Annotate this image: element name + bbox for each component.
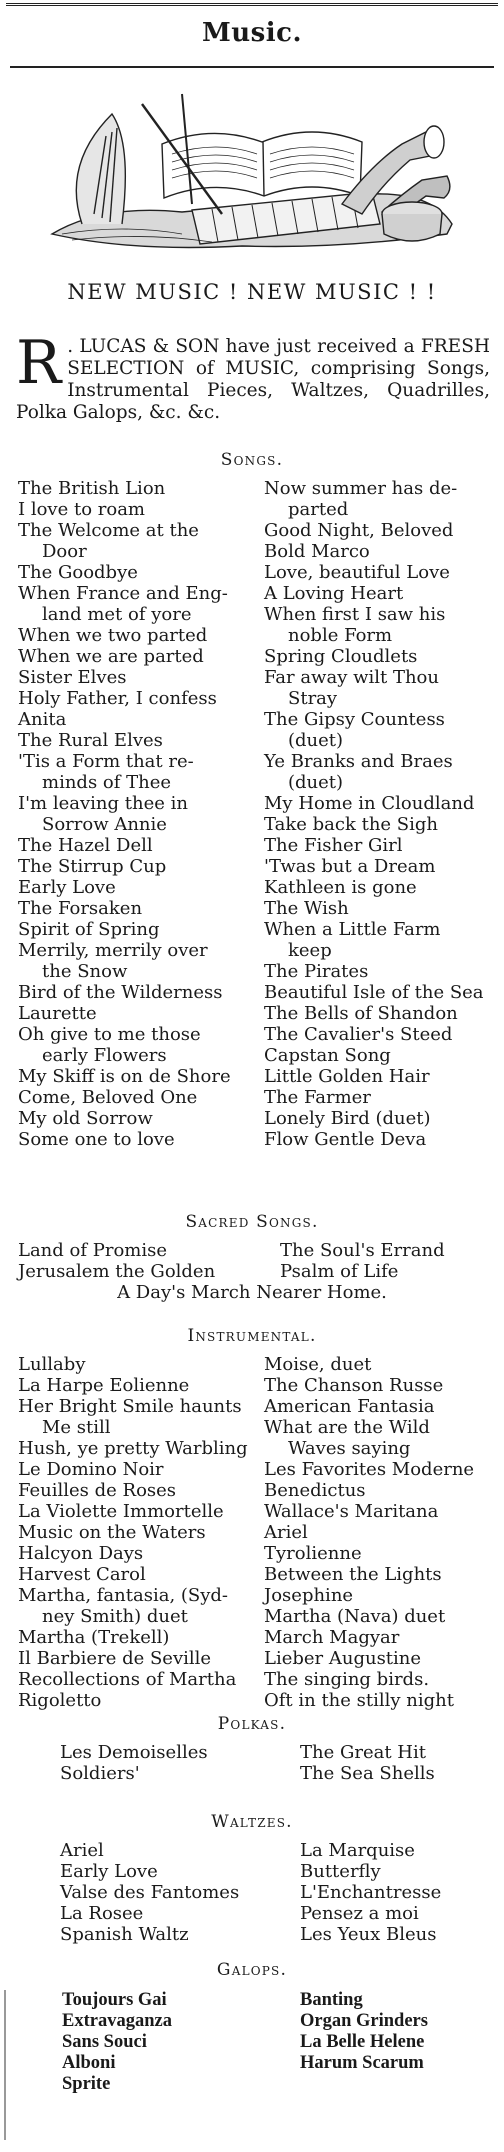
list-row xyxy=(60,1840,480,1861)
list-item: Bird of the Wilderness xyxy=(18,982,223,1003)
list-item: The Chanson Russe xyxy=(264,1375,444,1396)
list-item-continuation: minds of Thee xyxy=(42,772,172,793)
list-item: Tyrolienne xyxy=(264,1543,362,1564)
list-item-continuation: ney Smith) duet xyxy=(42,1606,188,1627)
list-item: L'Enchantresse xyxy=(300,1882,442,1903)
list-item: Ariel xyxy=(60,1840,104,1861)
list-item: The Rural Elves xyxy=(18,730,163,751)
list-item: I love to roam xyxy=(18,499,146,520)
list-item: Spring Cloudlets xyxy=(264,646,418,667)
list-item: Anita xyxy=(18,709,67,730)
list-item: Les Demoiselles xyxy=(60,1742,208,1763)
list-item-continuation: Sorrow Annie xyxy=(42,814,167,835)
list-item: The Welcome at the xyxy=(18,520,199,541)
list-item: The Forsaken xyxy=(18,898,143,919)
list-item-continuation: Stray xyxy=(288,688,338,709)
list-item: Now summer has de- xyxy=(264,478,458,499)
list-item: March Magyar xyxy=(264,1627,400,1648)
list-item: Lonely Bird (duet) xyxy=(264,1108,431,1129)
section-heading: Music. xyxy=(201,18,303,48)
list-item: Sister Elves xyxy=(18,667,127,688)
list-item: Harvest Carol xyxy=(18,1564,146,1585)
polkas-list xyxy=(60,1742,480,1784)
list-item: La Marquise xyxy=(300,1840,415,1861)
intro-text: . LUCAS & SON have just received a FRESH SELECTION of MUSIC, comprising Songs, Instrumental Pieces, Waltzes, Quadrilles, Polka Galops, &c. &c. xyxy=(16,336,490,423)
list-item: Some one to love xyxy=(18,1129,175,1150)
drop-cap: R xyxy=(16,328,62,398)
list-row xyxy=(18,1261,496,1282)
list-item: Merrily, merrily over xyxy=(18,940,208,961)
list-item: The Wish xyxy=(264,898,349,919)
list-item: Organ Grinders xyxy=(300,2011,428,2031)
list-item: Moise, duet xyxy=(264,1354,372,1375)
list-item: Take back the Sigh xyxy=(264,814,438,835)
list-item: Holy Father, I confess xyxy=(18,688,217,709)
list-item: La Belle Helene xyxy=(300,2032,425,2052)
list-item: Psalm of Life xyxy=(280,1261,399,1282)
list-item: When we two parted xyxy=(18,625,208,646)
sacred-songs-list xyxy=(18,1240,496,1282)
list-row xyxy=(60,1742,480,1763)
list-row xyxy=(62,2011,482,2032)
list-item: Halcyon Days xyxy=(18,1543,144,1564)
list-row xyxy=(62,2074,482,2095)
list-item: The British Lion xyxy=(18,478,166,499)
list-item: Josephine xyxy=(264,1585,354,1606)
list-item: Kathleen is gone xyxy=(264,877,417,898)
list-item: Her Bright Smile haunts xyxy=(18,1396,242,1417)
list-item: Le Domino Noir xyxy=(18,1459,164,1480)
list-item: American Fantasia xyxy=(264,1396,435,1417)
list-item: Il Barbiere de Seville xyxy=(18,1648,212,1669)
list-item-continuation: the Snow xyxy=(42,961,128,982)
list-item-continuation: Waves saying xyxy=(288,1438,411,1459)
list-item: Wallace's Maritana xyxy=(264,1501,439,1522)
list-item: Oft in the stilly night xyxy=(264,1690,454,1711)
list-item: The Pirates xyxy=(264,961,369,982)
list-row xyxy=(60,1882,480,1903)
waltzes-title: Waltzes. xyxy=(211,1812,293,1832)
list-item: Les Favorites Moderne xyxy=(264,1459,475,1480)
list-item: The Stirrup Cup xyxy=(18,856,167,877)
list-item: Soldiers' xyxy=(60,1763,140,1784)
list-item: Les Yeux Bleus xyxy=(300,1924,437,1945)
list-item: Harum Scarum xyxy=(300,2053,424,2073)
list-item: I'm leaving thee in xyxy=(18,793,188,814)
sacred-songs-last: A Day's March Nearer Home. xyxy=(117,1282,387,1303)
list-item: Music on the Waters xyxy=(18,1522,206,1543)
list-item: When first I saw his xyxy=(264,604,446,625)
list-item-continuation: (duet) xyxy=(288,772,344,793)
list-item: 'Tis a Form that re- xyxy=(18,751,194,772)
songs-right-column xyxy=(264,478,496,1150)
list-row xyxy=(62,2032,482,2053)
top-rule xyxy=(6,3,498,9)
list-item-continuation: Door xyxy=(42,541,87,562)
instrumental-right-column xyxy=(264,1354,496,1711)
list-item-continuation: early Flowers xyxy=(42,1045,167,1066)
list-row xyxy=(60,1924,480,1945)
list-item: Toujours Gai xyxy=(62,1990,167,2010)
list-item: What are the Wild xyxy=(264,1417,430,1438)
list-item: Land of Promise xyxy=(18,1240,168,1261)
list-item: Early Love xyxy=(18,877,116,898)
list-item: Feuilles de Roses xyxy=(18,1480,177,1501)
list-item: Spirit of Spring xyxy=(18,919,160,940)
list-item: Sprite xyxy=(62,2074,111,2094)
list-item-continuation: land met of yore xyxy=(42,604,192,625)
list-item: Pensez a moi xyxy=(300,1903,419,1924)
list-item: Lullaby xyxy=(18,1354,86,1375)
list-item: Benedictus xyxy=(264,1480,366,1501)
list-item: My old Sorrow xyxy=(18,1108,153,1129)
songs-title: Songs. xyxy=(220,450,284,470)
heading-rule xyxy=(10,66,494,68)
intro-paragraph xyxy=(16,328,490,424)
list-item: Banting xyxy=(300,1990,363,2010)
list-item: The Hazel Dell xyxy=(18,835,153,856)
list-item: Alboni xyxy=(62,2053,116,2073)
list-item: The Farmer xyxy=(264,1087,371,1108)
list-item: Lieber Augustine xyxy=(264,1648,422,1669)
list-item: Jerusalem the Golden xyxy=(18,1261,216,1282)
list-item: Martha (Nava) duet xyxy=(264,1606,446,1627)
list-item: The singing birds. xyxy=(264,1669,430,1690)
list-row xyxy=(60,1763,480,1784)
list-item: Ariel xyxy=(264,1522,308,1543)
list-item-continuation: Me still xyxy=(42,1417,111,1438)
list-row xyxy=(62,2053,482,2074)
list-item: Come, Beloved One xyxy=(18,1087,198,1108)
list-item: Hush, ye pretty Warbling xyxy=(18,1438,248,1459)
list-item: Capstan Song xyxy=(264,1045,391,1066)
list-item: When France and Eng- xyxy=(18,583,228,604)
list-row xyxy=(62,1990,482,2011)
list-row xyxy=(60,1861,480,1882)
list-item: Valse des Fantomes xyxy=(60,1882,240,1903)
list-item: The Fisher Girl xyxy=(264,835,403,856)
list-item: La Rosee xyxy=(60,1903,144,1924)
list-item: Love, beautiful Love xyxy=(264,562,450,583)
polkas-title: Polkas. xyxy=(217,1714,287,1734)
list-item: The Gipsy Countess xyxy=(264,709,445,730)
list-item: When a Little Farm xyxy=(264,919,441,940)
list-item: Martha, fantasia, (Syd- xyxy=(18,1585,229,1606)
banner-headline: NEW MUSIC ! NEW MUSIC ! ! xyxy=(67,280,437,304)
list-item: My Skiff is on de Shore xyxy=(18,1066,231,1087)
list-item: Extravaganza xyxy=(62,2011,172,2031)
list-item: Oh give to me those xyxy=(18,1024,201,1045)
list-item: Sans Souci xyxy=(62,2032,147,2052)
list-item: Between the Lights xyxy=(264,1564,442,1585)
instrumental-title: Instrumental. xyxy=(187,1326,317,1346)
list-item: When we are parted xyxy=(18,646,204,667)
list-item: Rigoletto xyxy=(18,1690,102,1711)
list-item-continuation: noble Form xyxy=(288,625,393,646)
list-item: Butterfly xyxy=(300,1861,381,1882)
list-item-continuation: (duet) xyxy=(288,730,344,751)
list-item: The Great Hit xyxy=(300,1742,426,1763)
list-row xyxy=(18,1240,496,1261)
list-item: A Loving Heart xyxy=(264,583,404,604)
list-item-continuation: parted xyxy=(288,499,349,520)
list-item: My Home in Cloudland xyxy=(264,793,475,814)
list-item: The Soul's Errand xyxy=(280,1240,445,1261)
list-item: Bold Marco xyxy=(264,541,370,562)
list-item: Martha (Trekell) xyxy=(18,1627,170,1648)
list-item: The Sea Shells xyxy=(300,1763,435,1784)
list-item: Spanish Waltz xyxy=(60,1924,189,1945)
songs-left-column xyxy=(18,478,246,1150)
list-item: Early Love xyxy=(60,1861,158,1882)
margin-scratch xyxy=(4,1990,6,2140)
list-item: Recollections of Martha xyxy=(18,1669,237,1690)
galops-title: Galops. xyxy=(216,1960,288,1980)
list-item-continuation: keep xyxy=(288,940,332,961)
sacred-songs-title: Sacred Songs. xyxy=(185,1212,319,1232)
list-item: Good Night, Beloved xyxy=(264,520,454,541)
list-item: The Cavalier's Steed xyxy=(264,1024,453,1045)
list-item: La Harpe Eolienne xyxy=(18,1375,190,1396)
list-item: The Goodbye xyxy=(18,562,138,583)
list-item: Beautiful Isle of the Sea xyxy=(264,982,484,1003)
music-instruments-engraving xyxy=(42,84,462,256)
list-item: Laurette xyxy=(18,1003,97,1024)
list-row xyxy=(60,1903,480,1924)
list-item: La Violette Immortelle xyxy=(18,1501,224,1522)
waltzes-list xyxy=(60,1840,480,1945)
list-item: 'Twas but a Dream xyxy=(264,856,436,877)
galops-list xyxy=(62,1990,482,2095)
list-item: Far away wilt Thou xyxy=(264,667,439,688)
instrumental-left-column xyxy=(18,1354,246,1711)
list-item: Flow Gentle Deva xyxy=(264,1129,427,1150)
list-item: Little Golden Hair xyxy=(264,1066,430,1087)
list-item: Ye Branks and Braes xyxy=(264,751,453,772)
list-item: The Bells of Shandon xyxy=(264,1003,458,1024)
